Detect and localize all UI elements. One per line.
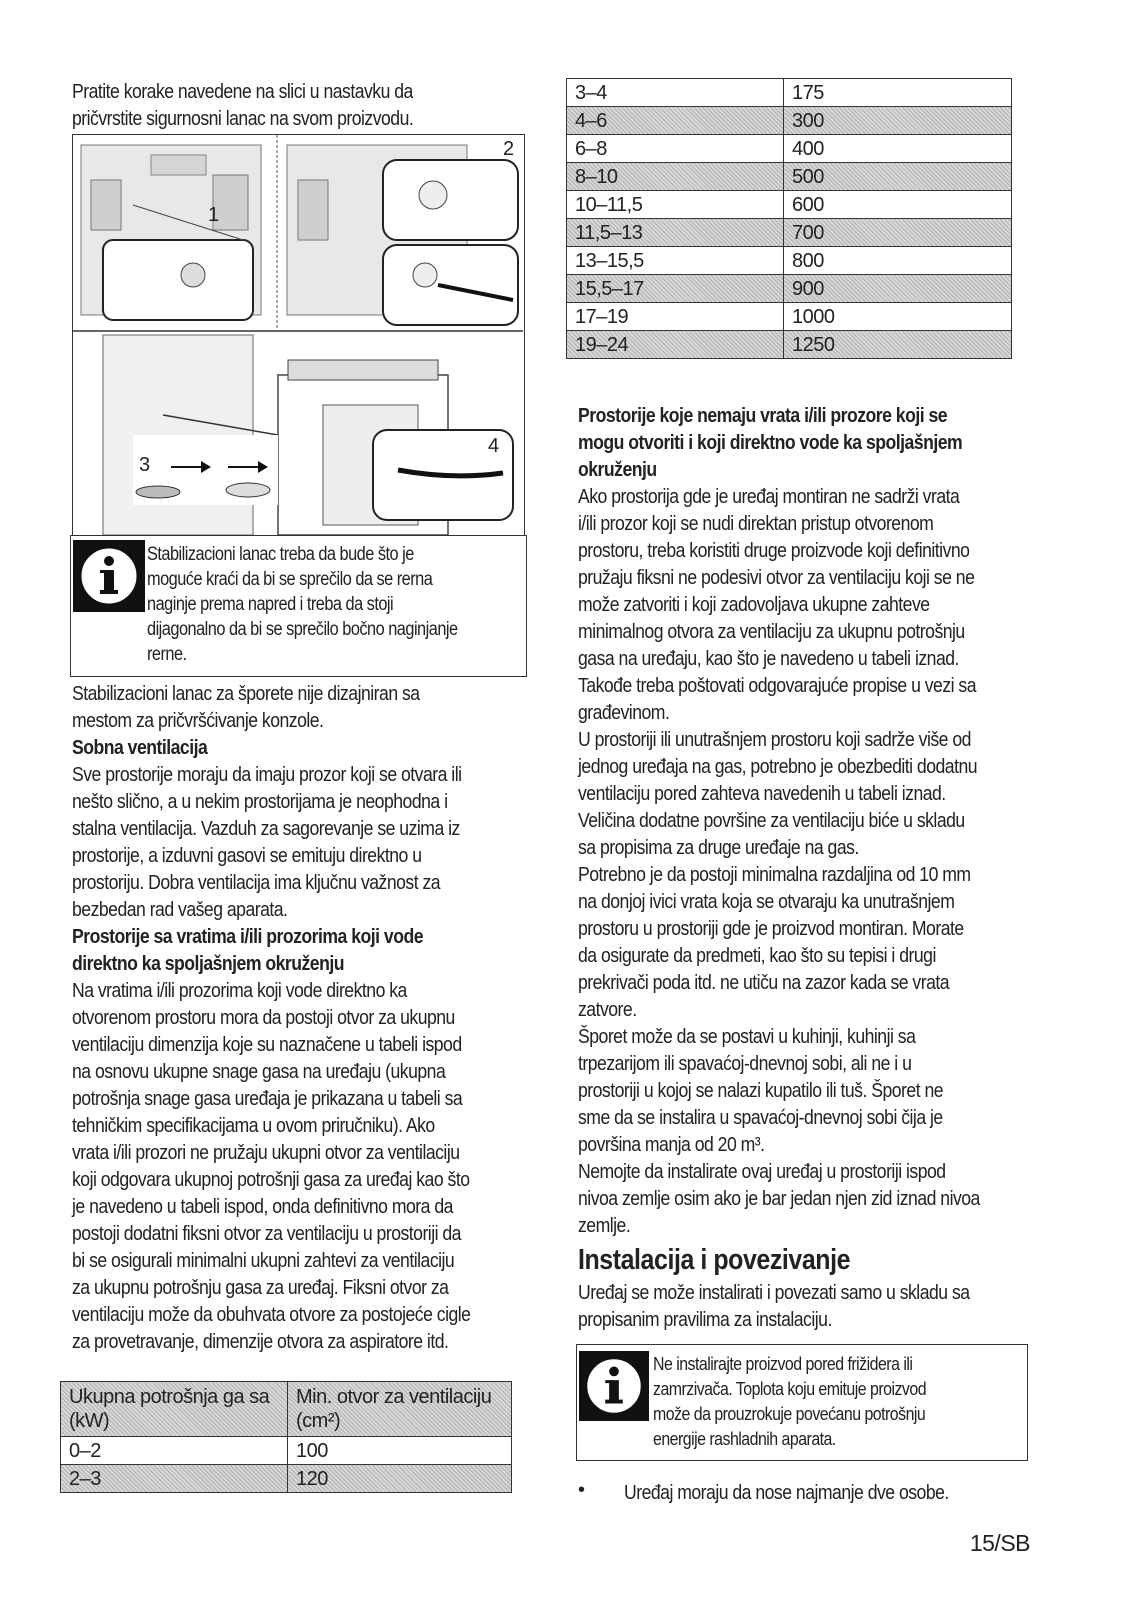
table-cell: 120 <box>288 1465 512 1493</box>
info-line: zamrzivača. Toplota koju emituje proizvod <box>653 1378 927 1399</box>
info-line: dijagonalno da bi se sprečilo bočno naginjanje <box>147 619 458 640</box>
paragraph-line: postoji dodatni fiksni otvor za ventilaciju u prostoriji da <box>72 1222 461 1245</box>
paragraph-line: Veličina dodatne površine za ventilaciju biće u skladu <box>578 809 965 832</box>
step-label-2: 2 <box>503 138 515 160</box>
bullet-text: Uređaj moraju da nose najmanje dve osobe. <box>624 1481 949 1504</box>
paragraph-line: Ako prostorija gde je uređaj montiran ne sadrži vrata <box>578 485 960 508</box>
table-cell: 600 <box>784 191 1012 219</box>
paragraph-line: prostoru, treba koristiti druge proizvode koji definitivno <box>578 539 970 562</box>
paragraph-line: ventilaciju pored zahteva navedenih u tabeli iznad. <box>578 782 946 805</box>
paragraph-line: na osnovu ukupne snage gasa na uređaju (ukupna <box>72 1060 446 1083</box>
table-cell: 300 <box>784 107 1012 135</box>
paragraph-line: prostoriji u kojoj se nalazi kupatilo ili tuš. Šporet ne <box>578 1079 944 1102</box>
paragraph-line: je navedeno u tabeli ispod, onda definitivno mora da <box>72 1195 453 1218</box>
info-line: Stabilizacioni lanac treba da bude što je <box>147 544 414 565</box>
paragraph-line: ventilaciju može da obuhvata otvore za postojeće cigle <box>72 1303 471 1326</box>
table-row <box>567 219 1012 247</box>
paragraph-line: sme da se instalira u spavaćoj-dnevnoj sobi čija je <box>578 1106 943 1129</box>
paragraph-line: sa propisima za druge uređaje na gas. <box>578 836 859 859</box>
paragraph-line: građevinom. <box>578 701 670 724</box>
paragraph-line: na donjoj ivici vrata koja se otvaraju ka unutrašnjem <box>578 890 955 913</box>
table-row <box>567 163 1012 191</box>
paragraph-line: Sve prostorije moraju da imaju prozor koji se otvara ili <box>72 763 462 786</box>
paragraph-line: nešto slično, a u nekim prostorijama je neophodna i <box>72 790 448 813</box>
table-cell: 17–19 <box>567 303 784 331</box>
paragraph-line: prostoru u prostoriji gde je proizvod montiran. Morate <box>578 917 964 940</box>
paragraph-line: ventilaciju dimenzija koje su naznačene u tabeli ispod <box>72 1033 462 1056</box>
table-cell: 0–2 <box>61 1437 288 1465</box>
paragraph-line: prostorije, a izduvni gasovi se emituju direktno u <box>72 844 422 867</box>
paragraph-line: zemlje. <box>578 1214 631 1237</box>
paragraph-line: i/ili prozor koji se nudi direktan pristup otvorenom <box>578 512 934 535</box>
ventilation-table-part1 <box>60 1381 512 1493</box>
ventilation-table-part2 <box>566 78 1012 359</box>
table-cell: 700 <box>784 219 1012 247</box>
paragraph-line: pružaju fiksni ne podesivi otvor za ventilaciju koji se ne <box>578 566 975 589</box>
table-cell: 500 <box>784 163 1012 191</box>
table-header-cell: Min. otvor za ventilaciju (cm²) <box>288 1382 512 1437</box>
table-row <box>567 107 1012 135</box>
paragraph-line: vrata i/ili prozori ne pružaju ukupni otvor za ventilaciju <box>72 1141 460 1164</box>
paragraph-line: prekrivači poda itd. ne utiču na zazor kada se vrata <box>578 971 950 994</box>
table-header-row <box>61 1382 512 1437</box>
paragraph-line: da osigurate da predmeti, kao što su tepisi i drugi <box>578 944 936 967</box>
paragraph-line: nivoa zemlje osim ako je bar jedan njen zid iznad nivoa <box>578 1187 980 1210</box>
info-icon <box>73 540 145 612</box>
table-cell: 400 <box>784 135 1012 163</box>
paragraph-line: mestom za pričvršćivanje konzole. <box>72 709 324 732</box>
section-heading: Instalacija i povezivanje <box>578 1244 851 1276</box>
paragraph-line: bezbedan rad vašeg aparata. <box>72 898 288 921</box>
paragraph-line: Potrebno je da postoji minimalna razdaljina od 10 mm <box>578 863 971 886</box>
step-label-3: 3 <box>139 454 151 476</box>
step-label-4: 4 <box>488 435 500 457</box>
intro-line: Pratite korake navedene na slici u nastavku da <box>72 80 413 103</box>
paragraph-line: minimalnog otvora za ventilaciju za ukupnu potrošnju <box>578 620 965 643</box>
table-row <box>567 135 1012 163</box>
table-row <box>567 191 1012 219</box>
info-line: rerne. <box>147 644 187 665</box>
table-cell: 100 <box>288 1437 512 1465</box>
info-line: može da prouzrokuje povećanu potrošnju <box>653 1403 926 1424</box>
paragraph-line: propisanim pravilima za instalaciju. <box>578 1308 832 1331</box>
table-cell: 175 <box>784 79 1012 107</box>
table-cell: 1000 <box>784 303 1012 331</box>
table-cell: 13–15,5 <box>567 247 784 275</box>
section-heading: okruženju <box>578 458 657 481</box>
paragraph-line: površina manja od 20 m³. <box>578 1133 765 1156</box>
table-row <box>61 1465 512 1493</box>
table-cell: 2–3 <box>61 1465 288 1493</box>
paragraph-line: trpezarijom ili spavaćoj-dnevnoj sobi, ali ne i u <box>578 1052 912 1075</box>
paragraph-line: jednog uređaja na gas, potrebno je obezbediti dodatnu <box>578 755 978 778</box>
paragraph-line: za ukupnu potrošnju gasa za uređaj. Fiksni otvor za <box>72 1276 449 1299</box>
paragraph-line: Uređaj se može instalirati i povezati samo u skladu sa <box>578 1281 970 1304</box>
section-heading: direktno ka spoljašnjem okruženju <box>72 952 344 975</box>
page-number: 15/SB <box>969 1530 1030 1556</box>
table-row <box>567 275 1012 303</box>
table-row <box>567 247 1012 275</box>
paragraph-line: potrošnja snage gasa uređaja je prikazana u tabeli sa <box>72 1087 463 1110</box>
table-cell: 800 <box>784 247 1012 275</box>
left-body-text <box>72 680 527 1355</box>
paragraph-line: tehničkim specifikacijama u ovom priručniku). Ako <box>72 1114 435 1137</box>
paragraph-line: stalna ventilacija. Vazduh za sagorevanje se uzima iz <box>72 817 460 840</box>
table-cell: 4–6 <box>567 107 784 135</box>
info-box-chain <box>70 535 527 677</box>
paragraph-line: zatvore. <box>578 998 637 1021</box>
intro-text <box>72 78 527 132</box>
bullet-dot: • <box>578 1479 586 1501</box>
info-line: naginje prema napred i treba da stoji <box>147 594 394 615</box>
paragraph-line: Stabilizacioni lanac za šporete nije dizajniran sa <box>72 682 420 705</box>
installation-illustration <box>73 135 523 536</box>
info-box-fridge <box>576 1344 1028 1461</box>
paragraph-line: Nemojte da instalirate ovaj uređaj u prostoriji ispod <box>578 1160 946 1183</box>
paragraph-line: može zatvoriti i koji zadovoljava ukupne zahteve <box>578 593 930 616</box>
paragraph-line: U prostoriji ili unutrašnjem prostoru koji sadrže više od <box>578 728 971 751</box>
step-label-1: 1 <box>208 204 220 226</box>
table-header-cell: Ukupna potrošnja ga sa (kW) <box>61 1382 288 1437</box>
section-heading: Sobna ventilacija <box>72 736 208 759</box>
table-row <box>567 331 1012 359</box>
table-cell: 900 <box>784 275 1012 303</box>
right-body-text <box>578 402 1038 1333</box>
info-line: energije rashladnih aparata. <box>653 1428 836 1449</box>
table-cell: 15,5–17 <box>567 275 784 303</box>
table-cell: 11,5–13 <box>567 219 784 247</box>
info-line: moguće kraći da bi se sprečilo da se rerna <box>147 569 433 590</box>
section-heading: Prostorije koje nemaju vrata i/ili prozore koji se <box>578 404 948 427</box>
section-heading: mogu otvoriti i koji direktno vode ka spoljašnjem <box>578 431 963 454</box>
info-line: Ne instalirajte proizvod pored frižidera ili <box>653 1353 913 1374</box>
paragraph-line: bi se osigurali minimalni ukupni zahtevi za ventilaciju <box>72 1249 455 1272</box>
table-cell: 8–10 <box>567 163 784 191</box>
intro-line: pričvrstite sigurnosni lanac na svom proizvodu. <box>72 107 414 130</box>
table-row <box>61 1437 512 1465</box>
paragraph-line: gasa na uređaju, kao što je navedeno u tabeli iznad. <box>578 647 959 670</box>
info-icon <box>579 1351 649 1421</box>
table-cell: 19–24 <box>567 331 784 359</box>
paragraph-line: Na vratima i/ili prozorima koji vode direktno ka <box>72 979 407 1002</box>
table-cell: 1250 <box>784 331 1012 359</box>
paragraph-line: otvorenom prostoru mora da postoji otvor za ukupnu <box>72 1006 455 1029</box>
paragraph-line: za provetravanje, dimenzije otvora za aspiratore itd. <box>72 1330 449 1353</box>
section-heading: Prostorije sa vratima i/ili prozorima koji vode <box>72 925 424 948</box>
table-cell: 10–11,5 <box>567 191 784 219</box>
safety-chain-figure <box>72 134 525 538</box>
paragraph-line: koji odgovara ukupnoj potrošnji gasa za uređaj kao što <box>72 1168 470 1191</box>
table-row <box>567 303 1012 331</box>
table-cell: 3–4 <box>567 79 784 107</box>
paragraph-line: Šporet može da se postavi u kuhinji, kuhinji sa <box>578 1025 916 1048</box>
table-row <box>567 79 1012 107</box>
paragraph-line: Takođe treba poštovati odgovarajuće propise u vezi sa <box>578 674 977 697</box>
table-cell: 6–8 <box>567 135 784 163</box>
paragraph-line: prostoriju. Dobra ventilacija ima ključnu važnost za <box>72 871 441 894</box>
